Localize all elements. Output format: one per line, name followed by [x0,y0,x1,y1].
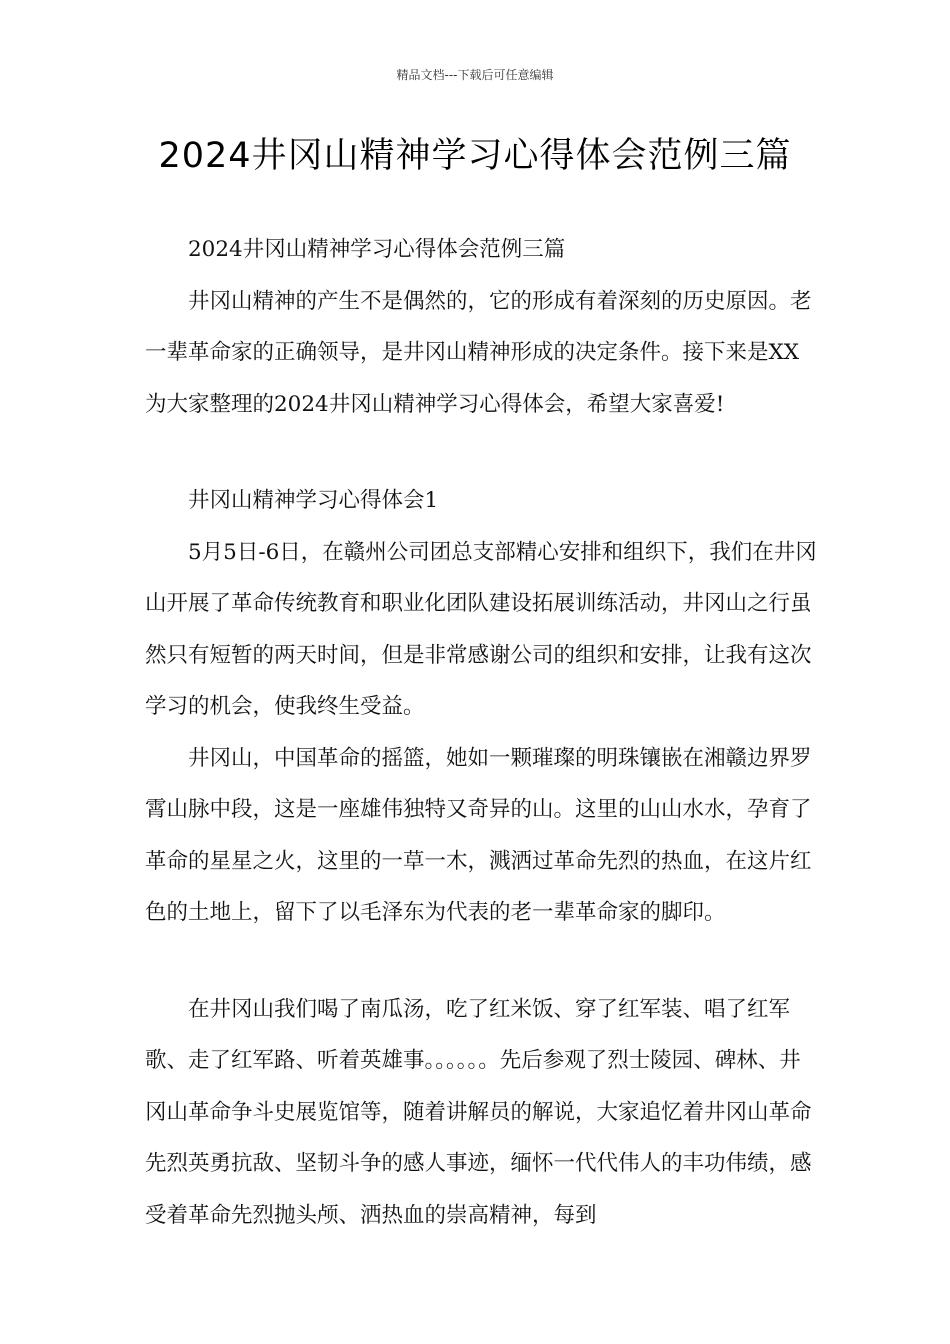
body-paragraph: 井冈山，中国革命的摇篮，她如一颗璀璨的明珠镶嵌在湘赣边界罗霄山脉中段，这是一座雄伟独特又奇异的山。这里的山山水水，孕育了革命的星星之火，这里的一草一木，溅洒过革命先烈的热血，在这片红色的土地上，留下了以毛泽东为代表的老一辈革命家的脚印。 [145,745,812,925]
section-1 [145,475,820,1241]
intro-subtitle: 2024井冈山精神学习心得体会范例三篇 [188,237,566,262]
page-header: 精品文档---下载后可任意编辑 [396,68,554,82]
body-paragraph: 在井冈山我们喝了南瓜汤，吃了红米饭、穿了红军装、唱了红军歌、走了红军路、听着英雄事。。。。。。先后参观了烈士陵园、碑林、井冈山革命争斗史展览馆等，随着讲解员的解说，大家追忆着井冈山革命先烈英勇抗敌、坚韧斗争的感人事迹，缅怀一代代伟人的丰功伟绩，感受着革命先烈抛头颅、洒热血的崇高精神，每到 [145,996,812,1228]
body-paragraph: 5月5日-6日，在赣州公司团总支部精心安排和组织下，我们在井冈山开展了革命传统教育和职业化团队建设拓展训练活动，井冈山之行虽然只有短暂的两天时间，但是非常感谢公司的组织和安排，让我有这次学习的机会，使我终生受益。 [145,539,817,719]
intro-paragraph: 井冈山精神的产生不是偶然的，它的形成有着深刻的历史原因。老一辈革命家的正确领导，是井冈山精神形成的决定条件。接下来是XX为大家整理的2024井冈山精神学习心得体会，希望大家喜爱! [145,288,812,417]
section-heading: 井冈山精神学习心得体会1 [188,488,439,513]
document-title: 2024井冈山精神学习心得体会范例三篇 [158,136,792,176]
paragraph-gap [145,939,820,984]
intro-section [145,224,820,430]
